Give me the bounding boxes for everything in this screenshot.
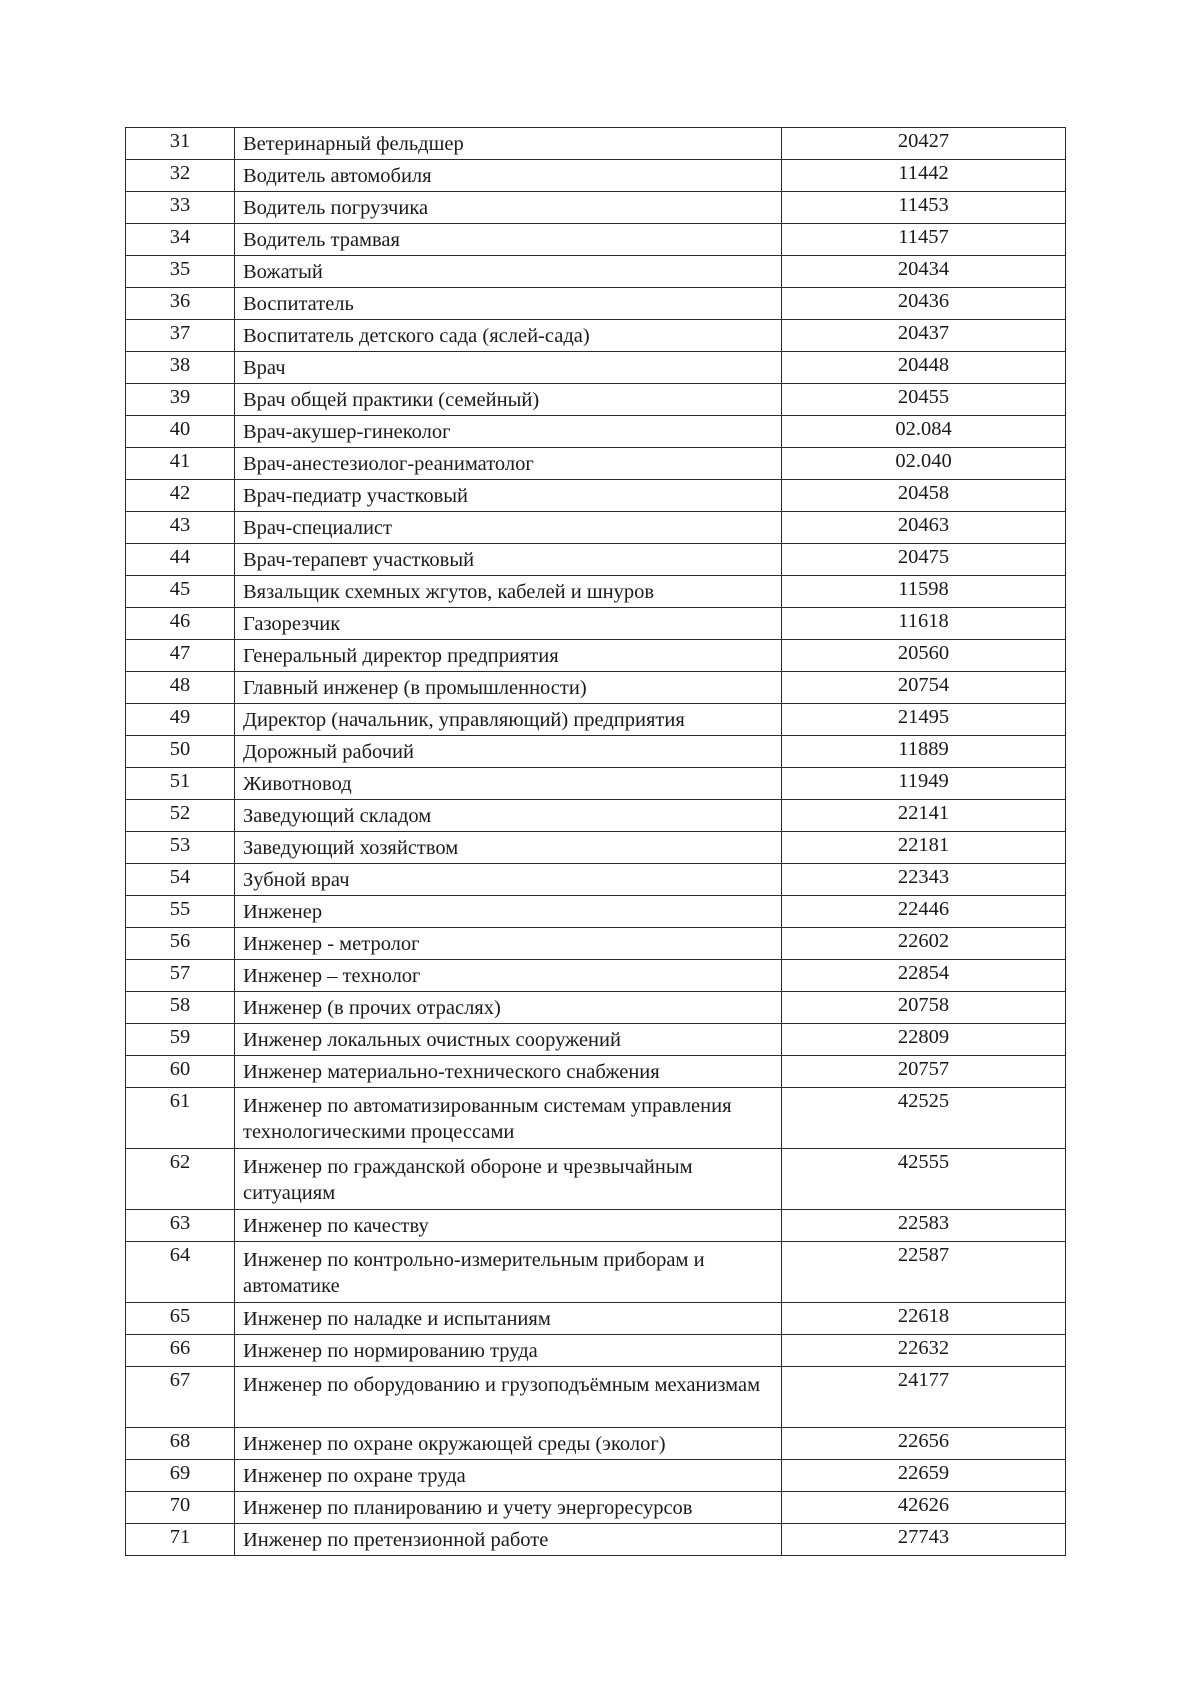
profession-code-cell [782, 128, 1066, 160]
profession-name-cell [235, 1242, 782, 1303]
profession-code-text: 11889 [898, 738, 949, 760]
table-row [126, 1242, 1066, 1303]
profession-name-cell [235, 896, 782, 928]
table-row [126, 384, 1066, 416]
profession-code-cell [782, 224, 1066, 256]
profession-name-cell [235, 928, 782, 960]
row-number-cell [126, 864, 235, 896]
profession-name-text: Инженер (в прочих отраслях) [243, 997, 501, 1019]
row-number-cell [126, 1056, 235, 1088]
table-row [126, 288, 1066, 320]
row-number-text: 69 [169, 1462, 191, 1484]
profession-name-text: Инженер локальных очистных сооружений [243, 1029, 621, 1051]
profession-code-text: 20437 [897, 322, 950, 344]
profession-code-table [125, 127, 1066, 1556]
row-number-text: 48 [169, 674, 191, 696]
row-number-cell [126, 1492, 235, 1524]
table-row [126, 1335, 1066, 1367]
row-number-text: 39 [169, 386, 191, 408]
row-number-cell [126, 256, 235, 288]
profession-name-text: Врач-акушер-гинеколог [243, 421, 451, 443]
row-number-cell [126, 384, 235, 416]
profession-code-text: 11442 [898, 162, 949, 184]
profession-name-cell [235, 576, 782, 608]
table-body [126, 128, 1066, 1556]
profession-code-cell [782, 160, 1066, 192]
profession-code-cell [782, 320, 1066, 352]
profession-name-text: Врач-анестезиолог-реаниматолог [243, 453, 534, 475]
table-row [126, 1210, 1066, 1242]
profession-name-text: Врач-терапевт участковый [243, 549, 475, 571]
row-number-text: 65 [169, 1305, 191, 1327]
row-number-cell [126, 480, 235, 512]
profession-code-cell [782, 832, 1066, 864]
profession-name-cell [235, 960, 782, 992]
table-row [126, 544, 1066, 576]
profession-code-text: 20754 [897, 674, 950, 696]
row-number-cell [126, 960, 235, 992]
profession-code-text: 22587 [897, 1244, 950, 1266]
table-row [126, 1492, 1066, 1524]
table-row [126, 160, 1066, 192]
profession-name-text: Врач [243, 357, 286, 379]
profession-code-text: 11949 [898, 770, 949, 792]
row-number-text: 36 [169, 290, 191, 312]
row-number-text: 46 [169, 610, 191, 632]
table-row [126, 1428, 1066, 1460]
row-number-text: 51 [169, 770, 191, 792]
row-number-cell [126, 1460, 235, 1492]
row-number-text: 43 [169, 514, 191, 536]
profession-name-cell [235, 1335, 782, 1367]
profession-name-text: Зубной врач [243, 869, 350, 891]
profession-code-text: 20475 [897, 546, 950, 568]
row-number-cell [126, 640, 235, 672]
profession-code-text: 20427 [897, 130, 950, 152]
profession-name-cell [235, 192, 782, 224]
profession-name-text: Генеральный директор предприятия [243, 645, 559, 667]
profession-name-cell [235, 448, 782, 480]
row-number-text: 31 [169, 130, 191, 152]
profession-name-cell [235, 864, 782, 896]
profession-code-text: 20448 [897, 354, 950, 376]
profession-code-text: 02.084 [895, 418, 952, 440]
profession-name-cell [235, 544, 782, 576]
profession-code-text: 11457 [898, 226, 949, 248]
row-number-text: 54 [169, 866, 191, 888]
profession-code-text: 11598 [898, 578, 949, 600]
row-number-cell [126, 608, 235, 640]
table-row [126, 704, 1066, 736]
table-row [126, 1024, 1066, 1056]
row-number-cell [126, 320, 235, 352]
profession-code-cell [782, 416, 1066, 448]
profession-name-cell [235, 1149, 782, 1210]
profession-name-text: Инженер по качеству [243, 1215, 429, 1237]
table-row [126, 1303, 1066, 1335]
profession-code-text: 42525 [897, 1090, 950, 1112]
profession-code-cell [782, 704, 1066, 736]
row-number-cell [126, 1428, 235, 1460]
profession-code-text: 20463 [897, 514, 950, 536]
row-number-text: 41 [169, 450, 191, 472]
table-row [126, 256, 1066, 288]
profession-name-text: Газорезчик [243, 613, 341, 635]
profession-name-cell [235, 1428, 782, 1460]
profession-code-cell [782, 544, 1066, 576]
profession-name-cell [235, 512, 782, 544]
profession-name-text: Инженер – технолог [243, 965, 421, 987]
row-number-text: 34 [169, 226, 191, 248]
row-number-text: 55 [169, 898, 191, 920]
table-row [126, 864, 1066, 896]
profession-code-cell [782, 928, 1066, 960]
profession-code-cell [782, 1335, 1066, 1367]
profession-code-text: 11453 [898, 194, 949, 216]
row-number-cell [126, 352, 235, 384]
profession-name-text: Врач общей практики (семейный) [243, 389, 540, 411]
profession-name-cell [235, 160, 782, 192]
profession-code-cell [782, 480, 1066, 512]
profession-code-text: 22618 [897, 1305, 950, 1327]
row-number-text: 67 [169, 1369, 191, 1391]
profession-code-text: 20455 [897, 386, 950, 408]
profession-name-cell [235, 1303, 782, 1335]
profession-code-cell [782, 352, 1066, 384]
profession-code-cell [782, 1056, 1066, 1088]
row-number-text: 45 [169, 578, 191, 600]
row-number-cell [126, 1024, 235, 1056]
profession-code-cell [782, 512, 1066, 544]
table-row [126, 928, 1066, 960]
profession-name-cell [235, 288, 782, 320]
profession-name-text: Инженер по охране труда [243, 1465, 466, 1487]
table-row [126, 640, 1066, 672]
profession-code-cell [782, 960, 1066, 992]
row-number-text: 33 [169, 194, 191, 216]
profession-name-text: Водитель трамвая [243, 229, 400, 251]
profession-code-cell [782, 992, 1066, 1024]
profession-name-cell [235, 768, 782, 800]
row-number-cell [126, 128, 235, 160]
profession-code-cell [782, 736, 1066, 768]
row-number-text: 42 [169, 482, 191, 504]
profession-name-text: Водитель автомобиля [243, 165, 432, 187]
profession-name-text: Животновод [243, 773, 352, 795]
table-row [126, 448, 1066, 480]
profession-code-text: 22656 [897, 1430, 950, 1452]
profession-name-text: Инженер по нормированию труда [243, 1340, 538, 1362]
table-row [126, 576, 1066, 608]
table-row [126, 800, 1066, 832]
profession-name-text: Воспитатель [243, 293, 354, 315]
row-number-cell [126, 1088, 235, 1149]
profession-name-cell [235, 1024, 782, 1056]
row-number-cell [126, 1303, 235, 1335]
profession-code-cell [782, 192, 1066, 224]
profession-code-text: 20758 [897, 994, 950, 1016]
profession-name-cell [235, 416, 782, 448]
profession-code-text: 22583 [897, 1212, 950, 1234]
table-row [126, 1524, 1066, 1556]
row-number-cell [126, 1242, 235, 1303]
profession-name-cell [235, 384, 782, 416]
row-number-cell [126, 224, 235, 256]
profession-code-cell [782, 1524, 1066, 1556]
profession-code-text: 11618 [898, 610, 949, 632]
profession-name-text: Заведующий складом [243, 805, 432, 827]
profession-code-text: 22602 [897, 930, 950, 952]
profession-name-text: Инженер по планированию и учету энергоресурсов [243, 1497, 693, 1519]
row-number-cell [126, 896, 235, 928]
row-number-text: 53 [169, 834, 191, 856]
row-number-cell [126, 288, 235, 320]
table-row [126, 1149, 1066, 1210]
row-number-text: 44 [169, 546, 191, 568]
profession-name-text: Инженер материально-технического снабжения [243, 1061, 660, 1083]
profession-name-text: Вязальщик схемных жгутов, кабелей и шнуров [243, 581, 655, 603]
row-number-text: 40 [169, 418, 191, 440]
table-row [126, 480, 1066, 512]
row-number-cell [126, 576, 235, 608]
row-number-text: 35 [169, 258, 191, 280]
profession-code-cell [782, 672, 1066, 704]
row-number-cell [126, 1367, 235, 1428]
row-number-text: 32 [169, 162, 191, 184]
row-number-text: 62 [169, 1151, 191, 1173]
row-number-cell [126, 800, 235, 832]
table-row [126, 1460, 1066, 1492]
profession-name-cell [235, 1524, 782, 1556]
profession-name-text: Инженер - метролог [243, 933, 420, 955]
row-number-cell [126, 544, 235, 576]
row-number-cell [126, 1210, 235, 1242]
profession-name-text: Директор (начальник, управляющий) предприятия [243, 709, 685, 731]
profession-name-cell [235, 640, 782, 672]
profession-code-cell [782, 1428, 1066, 1460]
profession-name-cell [235, 672, 782, 704]
profession-code-cell [782, 1024, 1066, 1056]
profession-code-cell [782, 256, 1066, 288]
profession-code-text: 20560 [897, 642, 950, 664]
row-number-cell [126, 512, 235, 544]
profession-name-cell [235, 1367, 782, 1428]
profession-code-cell [782, 288, 1066, 320]
row-number-cell [126, 160, 235, 192]
profession-code-cell [782, 896, 1066, 928]
profession-code-text: 21495 [897, 706, 950, 728]
profession-name-text: Дорожный рабочий [243, 741, 414, 763]
table-row [126, 1056, 1066, 1088]
profession-code-text: 22632 [897, 1337, 950, 1359]
profession-name-cell [235, 128, 782, 160]
profession-name-cell [235, 1460, 782, 1492]
profession-name-text: Врач-педиатр участковый [243, 485, 468, 507]
profession-code-text: 27743 [897, 1526, 950, 1548]
row-number-text: 60 [169, 1058, 191, 1080]
profession-name-cell [235, 224, 782, 256]
profession-name-cell [235, 1492, 782, 1524]
profession-code-cell [782, 864, 1066, 896]
profession-name-text: Инженер по контрольно-измерительным приборам и автоматике [243, 1249, 705, 1297]
profession-code-text: 02.040 [895, 450, 952, 472]
profession-name-text: Заведующий хозяйством [243, 837, 459, 859]
profession-code-text: 22854 [897, 962, 950, 984]
profession-code-cell [782, 1210, 1066, 1242]
table-row [126, 224, 1066, 256]
row-number-text: 47 [169, 642, 191, 664]
row-number-cell [126, 192, 235, 224]
row-number-text: 58 [169, 994, 191, 1016]
profession-name-text: Вожатый [243, 261, 323, 283]
profession-name-cell [235, 352, 782, 384]
row-number-cell [126, 992, 235, 1024]
row-number-text: 50 [169, 738, 191, 760]
row-number-text: 64 [169, 1244, 191, 1266]
profession-code-text: 20436 [897, 290, 950, 312]
row-number-text: 63 [169, 1212, 191, 1234]
profession-name-cell [235, 1056, 782, 1088]
profession-code-cell [782, 1303, 1066, 1335]
row-number-text: 56 [169, 930, 191, 952]
row-number-cell [126, 448, 235, 480]
row-number-text: 49 [169, 706, 191, 728]
profession-name-text: Инженер по оборудованию и грузоподъёмным механизмам [243, 1374, 761, 1396]
profession-name-cell [235, 1210, 782, 1242]
row-number-text: 70 [169, 1494, 191, 1516]
table-row [126, 192, 1066, 224]
table-row [126, 352, 1066, 384]
profession-name-cell [235, 480, 782, 512]
table-row [126, 512, 1066, 544]
table-row [126, 416, 1066, 448]
profession-code-text: 24177 [897, 1369, 950, 1391]
profession-code-text: 42626 [897, 1494, 950, 1516]
profession-code-text: 22659 [897, 1462, 950, 1484]
profession-code-text: 42555 [897, 1151, 950, 1173]
profession-code-cell [782, 640, 1066, 672]
profession-name-cell [235, 1088, 782, 1149]
table-row [126, 768, 1066, 800]
profession-code-cell [782, 384, 1066, 416]
profession-code-cell [782, 1492, 1066, 1524]
profession-name-text: Инженер по претензионной работе [243, 1529, 549, 1551]
profession-code-cell [782, 1460, 1066, 1492]
profession-code-text: 22446 [897, 898, 950, 920]
row-number-cell [126, 1524, 235, 1556]
profession-code-text: 22141 [897, 802, 950, 824]
row-number-text: 61 [169, 1090, 191, 1112]
profession-name-cell [235, 800, 782, 832]
table-row [126, 128, 1066, 160]
profession-code-text: 22181 [897, 834, 950, 856]
profession-code-cell [782, 768, 1066, 800]
profession-name-text: Инженер по охране окружающей среды (эколог) [243, 1433, 666, 1455]
profession-code-text: 20757 [897, 1058, 950, 1080]
table-row [126, 1367, 1066, 1428]
profession-name-text: Врач-специалист [243, 517, 392, 539]
table-row [126, 896, 1066, 928]
profession-name-cell [235, 608, 782, 640]
profession-code-cell [782, 1088, 1066, 1149]
table-row [126, 736, 1066, 768]
row-number-cell [126, 832, 235, 864]
profession-name-text: Инженер по гражданской обороне и чрезвычайным ситуациям [243, 1156, 693, 1204]
profession-code-cell [782, 800, 1066, 832]
row-number-cell [126, 704, 235, 736]
table-row [126, 608, 1066, 640]
profession-name-cell [235, 832, 782, 864]
table-row [126, 672, 1066, 704]
profession-name-text: Инженер [243, 901, 323, 923]
profession-code-cell [782, 576, 1066, 608]
row-number-cell [126, 1335, 235, 1367]
row-number-cell [126, 416, 235, 448]
profession-name-text: Ветеринарный фельдшер [243, 133, 464, 155]
profession-code-cell [782, 1367, 1066, 1428]
row-number-text: 66 [169, 1337, 191, 1359]
profession-name-cell [235, 992, 782, 1024]
row-number-cell [126, 768, 235, 800]
profession-code-cell [782, 448, 1066, 480]
profession-name-cell [235, 736, 782, 768]
profession-name-cell [235, 704, 782, 736]
row-number-text: 38 [169, 354, 191, 376]
profession-name-text: Воспитатель детского сада (яслей-сада) [243, 325, 590, 347]
table-row [126, 992, 1066, 1024]
table-row [126, 1088, 1066, 1149]
profession-name-text: Инженер по наладке и испытаниям [243, 1308, 551, 1330]
profession-name-text: Главный инженер (в промышленности) [243, 677, 587, 699]
row-number-cell [126, 928, 235, 960]
row-number-text: 71 [169, 1526, 191, 1548]
table-row [126, 832, 1066, 864]
profession-code-text: 22809 [897, 1026, 950, 1048]
table-row [126, 960, 1066, 992]
table-row [126, 320, 1066, 352]
row-number-text: 59 [169, 1026, 191, 1048]
profession-code-text: 22343 [897, 866, 950, 888]
profession-name-text: Инженер по автоматизированным системам управления технологическими процессами [243, 1095, 732, 1143]
profession-code-text: 20434 [897, 258, 950, 280]
profession-code-cell [782, 1149, 1066, 1210]
row-number-cell [126, 672, 235, 704]
row-number-text: 68 [169, 1430, 191, 1452]
row-number-text: 37 [169, 322, 191, 344]
row-number-text: 57 [169, 962, 191, 984]
profession-name-cell [235, 320, 782, 352]
profession-code-cell [782, 1242, 1066, 1303]
row-number-text: 52 [169, 802, 191, 824]
row-number-cell [126, 1149, 235, 1210]
profession-code-cell [782, 608, 1066, 640]
row-number-cell [126, 736, 235, 768]
profession-name-text: Водитель погрузчика [243, 197, 429, 219]
profession-name-cell [235, 256, 782, 288]
profession-code-text: 20458 [897, 482, 950, 504]
